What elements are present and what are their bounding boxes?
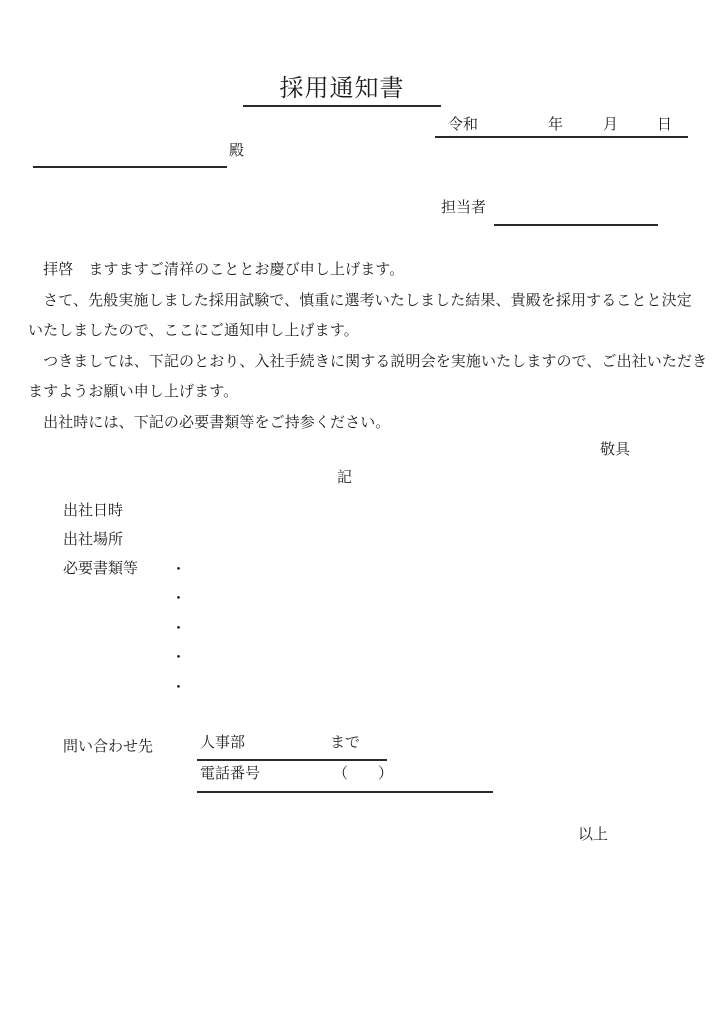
staff-label: 担当者 (441, 199, 487, 216)
body-text (28, 255, 708, 439)
closing-word: 敬具 (600, 441, 631, 458)
contact-phone-label: 電話番号 (200, 765, 261, 782)
bullet-item: ・ (171, 679, 187, 696)
required-documents-label: 必要書類等 (63, 560, 139, 577)
document-title: 採用通知書 (243, 74, 441, 107)
attendance-location-label: 出社場所 (63, 531, 124, 548)
bullet-item: ・ (171, 649, 187, 666)
year-label: 年 (548, 116, 564, 133)
body-line: 出社時には、下記の必要書類等をご持参ください。 (28, 413, 391, 431)
contact-until-suffix: まで (330, 734, 361, 751)
contact-phone-parens: （ ） (333, 765, 394, 782)
contact-department: 人事部 (200, 734, 246, 751)
bullet-item: ・ (171, 590, 187, 607)
bullet-item: ・ (171, 561, 187, 578)
date-line (435, 110, 688, 138)
attendance-datetime-label: 出社日時 (63, 502, 124, 519)
body-line: いたしましたので、ここにご通知申し上げます。 (28, 322, 359, 340)
record-marker: 記 (337, 469, 353, 486)
body-line: 拝啓 ますますご清祥のこととお慶び申し上げます。 (28, 261, 405, 278)
body-line: つきましては、下記のとおり、入社手続きに関する説明会を実施いたしますので、ご出社いただき (28, 352, 708, 370)
body-line: ますようお願い申し上げます。 (28, 383, 239, 401)
era-label: 令和 (448, 116, 479, 133)
contact-label: 問い合わせ先 (63, 738, 154, 755)
day-label: 日 (657, 116, 673, 133)
month-label: 月 (603, 116, 619, 133)
end-marker: 以上 (578, 826, 609, 843)
bullet-item: ・ (171, 620, 187, 637)
body-line: さて、先般実施しました採用試験で、慎重に選考いたしました結果、貴殿を採用することと決定 (28, 291, 692, 309)
recipient-name-blank (33, 146, 227, 168)
staff-name-blank (494, 203, 658, 226)
recipient-honorific: 殿 (229, 142, 245, 159)
